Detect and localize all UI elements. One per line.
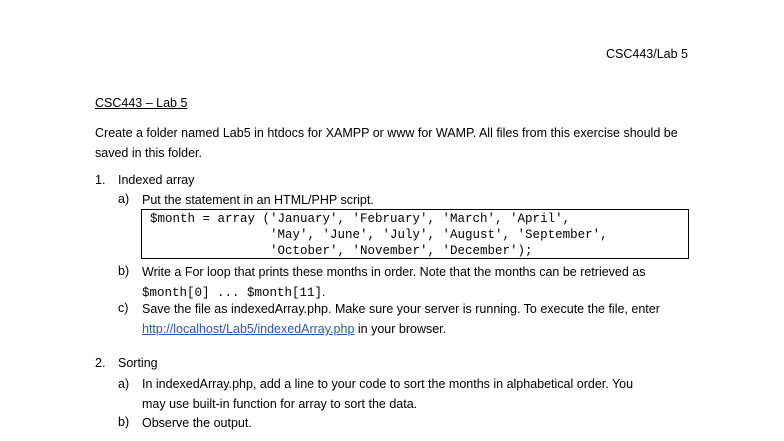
code-block	[141, 209, 689, 259]
intro-paragraph: Create a folder named Lab5 in htdocs for XAMPP or www for WAMP. All files from this exercise should be saved in this folder.	[95, 126, 678, 160]
item-text-line: may use built-in function for array to sort the data.	[142, 397, 418, 411]
code-line: 'May', 'June', 'July', 'August', 'September',	[150, 228, 608, 242]
item-text-end: .	[322, 285, 326, 299]
item-text	[142, 262, 698, 303]
code-line: $month = array ('January', 'February', 'March', 'April',	[150, 212, 571, 226]
section-label-indexed-array: Indexed array	[118, 173, 195, 187]
item-text-line	[142, 319, 698, 339]
item-text-line: Write a For loop that prints these months in order. Note that the months can be retrieved as	[142, 265, 646, 279]
item-text: Put the statement in an HTML/PHP script.	[142, 193, 374, 207]
item-letter: a)	[118, 377, 130, 391]
item-letter: b)	[118, 264, 130, 278]
localhost-link[interactable]: http://localhost/Lab5/indexedArray.php	[142, 322, 355, 336]
lab-title: CSC443 – Lab 5	[95, 96, 188, 110]
item-text: Observe the output.	[142, 416, 252, 430]
item-text-line: In indexedArray.php, add a line to your code to sort the months in alphabetical order. You	[142, 377, 634, 391]
section-number: 1.	[95, 173, 106, 187]
item-text	[142, 299, 698, 339]
section-number: 2.	[95, 356, 106, 370]
page-header: CSC443/Lab 5	[605, 47, 688, 61]
item-text-line: Save the file as indexedArray.php. Make sure your server is running. To execute the file, enter	[142, 302, 660, 316]
code-line: 'October', 'November', 'December');	[150, 244, 533, 258]
item-letter: a)	[118, 192, 130, 206]
section-label-sorting: Sorting	[118, 356, 158, 370]
item-text-end: in your browser.	[354, 322, 447, 336]
inline-code: $month[0] ... $month[11]	[142, 286, 323, 300]
item-letter: c)	[118, 301, 129, 315]
item-text	[142, 374, 698, 414]
item-letter: b)	[118, 415, 130, 429]
